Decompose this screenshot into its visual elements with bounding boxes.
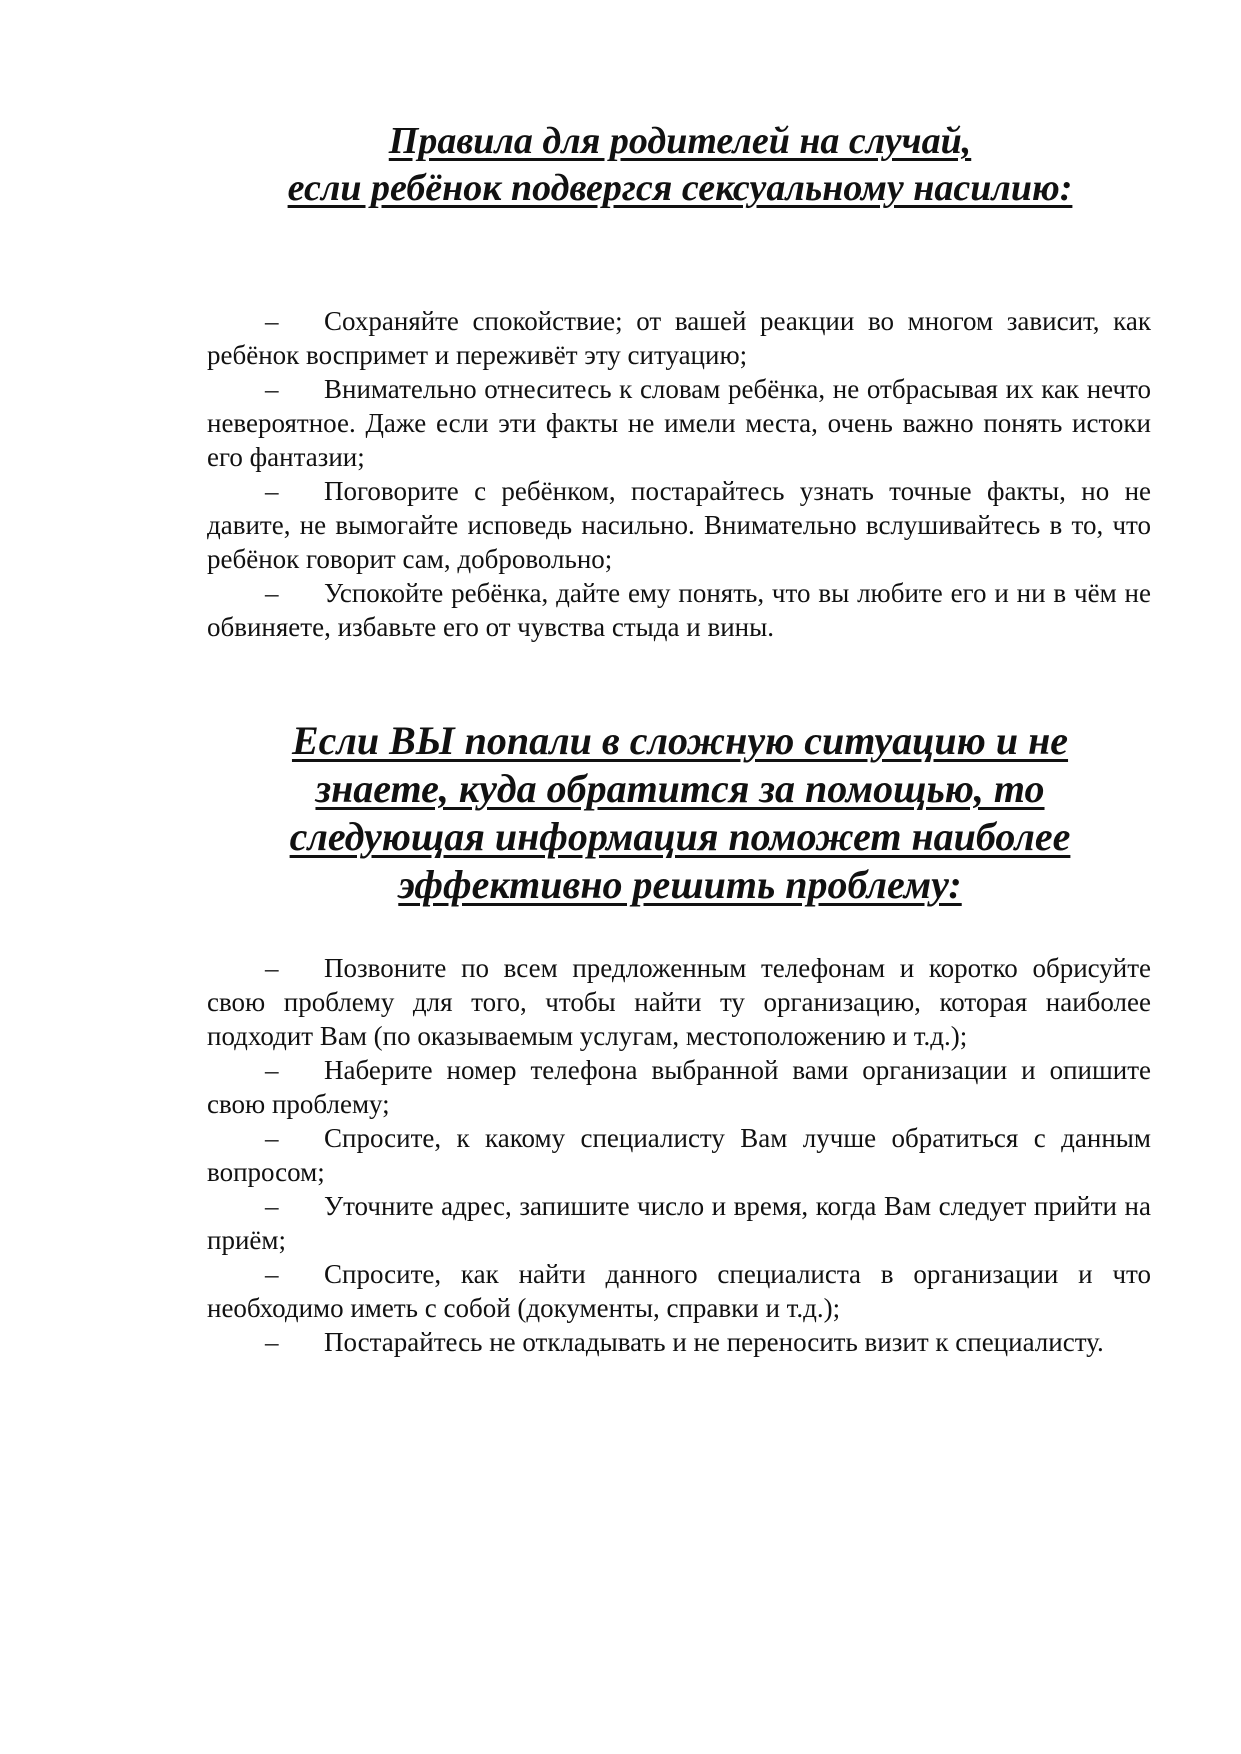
list-item bbox=[207, 1189, 1151, 1257]
bullet-dash: – bbox=[265, 1191, 279, 1221]
list-item-text: Наберите номер телефона выбранной вами организации и опишите свою проблему; bbox=[207, 1055, 1151, 1119]
section-1-list bbox=[207, 304, 1151, 644]
list-item-text: Успокойте ребёнка, дайте ему понять, что вы любите его и ни в чём не обвиняете, избавьте его от чувства стыда и вины. bbox=[207, 578, 1151, 642]
list-item bbox=[207, 1325, 1151, 1359]
list-item bbox=[207, 1121, 1151, 1189]
list-item-text: Спросите, как найти данного специалиста в организации и что необходимо иметь с собой (документы, справки и т.д.); bbox=[207, 1259, 1151, 1323]
bullet-dash: – bbox=[265, 306, 279, 336]
list-item bbox=[207, 1257, 1151, 1325]
list-item-text: Спросите, к какому специалисту Вам лучше обратиться с данным вопросом; bbox=[207, 1123, 1151, 1187]
bullet-dash: – bbox=[265, 953, 279, 983]
list-item bbox=[207, 304, 1151, 372]
section-1-heading-line: Правила для родителей на случай, bbox=[388, 120, 972, 162]
bullet-dash: – bbox=[265, 1327, 279, 1357]
list-item bbox=[207, 576, 1151, 644]
section-2-heading-line: эффективно решить проблему: bbox=[398, 862, 962, 907]
list-item bbox=[207, 951, 1151, 1053]
section-2-heading-line: знаете, куда обратится за помощью, то bbox=[315, 766, 1045, 811]
bullet-dash: – bbox=[265, 1055, 279, 1085]
bullet-dash: – bbox=[265, 374, 279, 404]
list-item-text: Уточните адрес, запишите число и время, когда Вам следует прийти на приём; bbox=[207, 1191, 1151, 1255]
list-item bbox=[207, 372, 1151, 474]
list-item bbox=[207, 474, 1151, 576]
bullet-dash: – bbox=[265, 476, 279, 506]
section-1-heading bbox=[200, 118, 1160, 212]
list-item-text: Позвоните по всем предложенным телефонам и коротко обрисуйте свою проблему для того, чтобы найти ту организацию, которая наиболее подходит Вам (по оказываемым услугам, местоположению и т.д.); bbox=[207, 953, 1151, 1051]
section-2-heading bbox=[200, 717, 1160, 909]
bullet-dash: – bbox=[265, 1123, 279, 1153]
list-item bbox=[207, 1053, 1151, 1121]
list-item-text: Сохраняйте спокойствие; от вашей реакции во многом зависит, как ребёнок воспримет и переживёт эту ситуацию; bbox=[207, 306, 1151, 370]
bullet-dash: – bbox=[265, 1259, 279, 1289]
list-item-text: Постарайтесь не откладывать и не переносить визит к специалисту. bbox=[324, 1327, 1104, 1357]
bullet-dash: – bbox=[265, 578, 279, 608]
list-item-text: Поговорите с ребёнком, постарайтесь узнать точные факты, но не давите, не вымогайте исповедь насильно. Внимательно вслушивайтесь в то, что ребёнок говорит сам, добровольно; bbox=[207, 476, 1151, 574]
section-2-list bbox=[207, 951, 1151, 1359]
section-2-heading-line: следующая информация поможет наиболее bbox=[289, 814, 1071, 859]
list-item-text: Внимательно отнеситесь к словам ребёнка, не отбрасывая их как нечто невероятное. Даже если эти факты не имели места, очень важно понять истоки его фантазии; bbox=[207, 374, 1151, 472]
section-2-heading-line: Если ВЫ попали в сложную ситуацию и не bbox=[291, 718, 1069, 763]
section-1-heading-line: если ребёнок подвергся сексуальному насилию: bbox=[287, 167, 1073, 209]
